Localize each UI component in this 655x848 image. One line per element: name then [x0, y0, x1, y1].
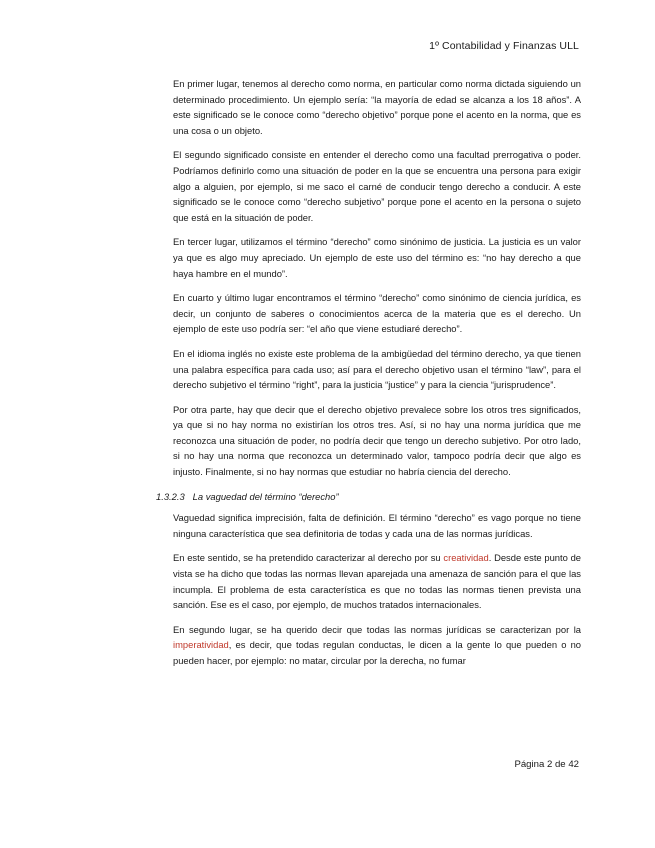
section-number: 1.3.2.3	[156, 490, 185, 502]
text-segment: En este sentido, se ha pretendido caracterizar al derecho por su	[173, 552, 444, 564]
highlight-term: imperatividad	[173, 639, 229, 651]
paragraph-derecho-subjetivo: El segundo significado consiste en entender el derecho como una facultad prerrogativa o poder. Podríamos definirlo como una situación de poder en la que se encuentra una persona para exigir algo a alguien, por ejemplo, si me saco el carné de conducir tengo derecho a conducir. A este significado se le conoce como “derecho subjetivo” porque pone el acento en la persona o sujeto que está en la situación de poder.	[173, 149, 581, 223]
page-body	[156, 76, 581, 678]
text-segment: En segundo lugar, se ha querido decir que todas las normas jurídicas se caracterizan por la	[173, 623, 581, 635]
paragraph-derecho-objetivo: En primer lugar, tenemos al derecho como norma, en particular como norma dictada siguiendo un determinado procedimiento. Un ejemplo sería: “la mayoría de edad se alcanza a los 18 años”. A este significado se le conoce como “derecho objetivo” porque pone el acento en la norma, que es una cosa o un objeto.	[173, 78, 581, 136]
section-heading	[156, 489, 581, 505]
paragraph-prevalencia: Por otra parte, hay que decir que el derecho objetivo prevalece sobre los otros tres significados, ya que si no hay norma no existirían los otros tres. Así, si no hay una norma jurídica que me reconozca una situación de poder, no podría decir que tengo un derecho subjetivo. Por otro lado, si no hay una norma que reconozca un determinado valor, tampoco podría decir que algo es injusto. Finalmente, si no hay normas que estudiar no habría ciencia del derecho.	[173, 403, 581, 478]
paragraph-vaguedad: Vaguedad significa imprecisión, falta de definición. El término “derecho” es vago porque no tiene ninguna característica que sea definitoria de todas y cada una de las normas jurídicas.	[173, 512, 581, 539]
highlight-term: creatividad	[443, 552, 489, 564]
paragraph-imperatividad	[173, 622, 581, 669]
paragraph-ingles: En el idioma inglés no existe este problema de la ambigüedad del término derecho, ya que tienen una palabra específica para cada uso; así para el derecho objetivo usan el término “law”, para el derecho subjetivo el término “right”, para la justicia “justice” y para la ciencia “jurisprudence”.	[173, 347, 581, 391]
paragraph-creatividad	[173, 550, 581, 612]
text-segment: . Desde este punto de vista se ha dicho que todas las normas llevan aparejada una amenaza de sanción para el que las incumpla. El problema de esta característica es que no todas las normas tienen prevista una sanción. Ese es el caso, por ejemplo, de muchos tratados internacionales.	[173, 552, 581, 611]
page-footer: Página 2 de 42	[514, 759, 579, 770]
text-segment: , es decir, que todas regulan conductas, le dicen a la gente lo que pueden o no pueden hacer, por ejemplo: no matar, circular por la derecha, no fumar	[173, 639, 581, 666]
paragraph-justicia: En tercer lugar, utilizamos el término “derecho” como sinónimo de justicia. La justicia es un valor ya que es algo muy apreciado. Un ejemplo de este uso del término es: “no hay derecho a que haya hambre en el mundo”.	[173, 236, 581, 279]
page-header: 1º Contabilidad y Finanzas ULL	[429, 40, 579, 52]
paragraph-ciencia-juridica: En cuarto y último lugar encontramos el término “derecho” como sinónimo de ciencia jurídica, es decir, un conjunto de saberes o conocimientos acerca de la materia que es el derecho. Un ejemplo de este uso podría ser: “el año que viene estudiaré derecho”.	[173, 292, 581, 335]
section-title: La vaguedad del término “derecho”	[192, 490, 339, 502]
